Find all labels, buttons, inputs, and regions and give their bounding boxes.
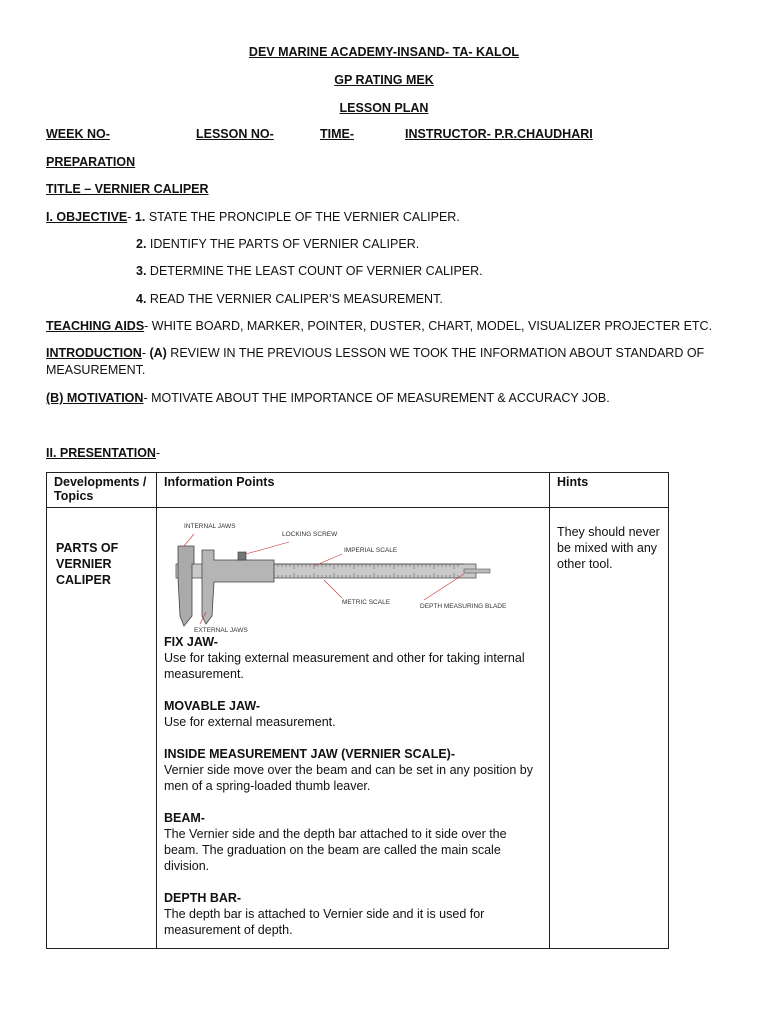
objective-num-2: 2. <box>136 237 147 251</box>
header-info-points: Information Points <box>157 473 550 508</box>
hints-cell <box>550 508 669 949</box>
teaching-aids-label: TEACHING AIDS <box>46 319 145 333</box>
time-field: TIME- <box>320 127 355 141</box>
info-point <box>164 698 542 730</box>
objective-line-1: I. OBJECTIVE- 1. STATE THE PRONCIPLE OF THE VERNIER CALIPER. <box>46 210 460 224</box>
label-locking-screw: LOCKING SCREW <box>282 531 338 538</box>
objective-text-1: STATE THE PRONCIPLE OF THE VERNIER CALIPER. <box>148 210 460 224</box>
doc-type-heading: LESSON PLAN <box>339 101 429 115</box>
objective-num-4: 4. <box>136 292 147 306</box>
presentation-table <box>46 472 669 949</box>
introduction-line: INTRODUCTION- (A) REVIEW IN THE PREVIOUS LESSON WE TOOK THE INFORMATION ABOUT STANDARD OF <box>46 346 705 360</box>
info-point <box>164 810 542 874</box>
objective-num-3: 3. <box>136 264 147 278</box>
teaching-aids-line <box>46 319 712 333</box>
presentation-line <box>46 446 160 460</box>
info-points-list <box>164 634 542 938</box>
depth-blade <box>464 569 490 573</box>
objective-line-3 <box>136 264 483 278</box>
teaching-aids-text: - WHITE BOARD, MARKER, POINTER, DUSTER, CHART, MODEL, VISUALIZER PROJECTER ETC. <box>144 319 713 333</box>
presentation-suffix: - <box>155 446 161 460</box>
fixed-jaw <box>178 546 194 626</box>
info-point-text: The Vernier side and the depth bar attached to it side over the beam. The graduation on the beam are called the main scale division. <box>164 827 507 873</box>
label-depth-blade: DEPTH MEASURING BLADE <box>420 603 507 610</box>
info-point-title: FIX JAW- <box>164 635 218 649</box>
introduction-continuation: MEASUREMENT. <box>46 363 146 377</box>
label-external-jaws: EXTERNAL JAWS <box>194 627 248 634</box>
objective-line-2 <box>136 237 419 251</box>
locking-screw <box>238 552 246 560</box>
introduction-marker: (A) <box>149 346 167 360</box>
motivation-text: - MOTIVATE ABOUT THE IMPORTANCE OF MEASUREMENT & ACCURACY JOB. <box>143 391 610 405</box>
label-imperial-scale: IMPERIAL SCALE <box>344 547 398 554</box>
lesson-no: LESSON NO- <box>196 127 274 141</box>
week-no: WEEK NO- <box>46 127 110 141</box>
info-point-text: The depth bar is attached to Vernier side and it is used for measurement of depth. <box>164 907 485 937</box>
objective-num-1: 1. <box>134 210 146 224</box>
instructor-field: INSTRUCTOR- P.R.CHAUDHARI <box>405 127 593 141</box>
info-point-text: Vernier side move over the beam and can be set in any position by men of a spring-loaded thumb leaver. <box>164 763 533 793</box>
introduction-text: REVIEW IN THE PREVIOUS LESSON WE TOOK THE INFORMATION ABOUT STANDARD OF <box>166 346 705 360</box>
topic-text: PARTS OF VERNIER CALIPER <box>56 541 119 587</box>
info-point <box>164 890 542 938</box>
academy-heading: DEV MARINE ACADEMY-INSAND- TA- KALOL <box>248 45 520 59</box>
info-point-title: DEPTH BAR- <box>164 891 242 905</box>
presentation-label: II. PRESENTATION <box>46 446 156 460</box>
objective-text-2: IDENTIFY THE PARTS OF VERNIER CALIPER. <box>149 237 420 251</box>
table-header-row <box>47 473 669 508</box>
label-metric-scale: METRIC SCALE <box>342 599 391 606</box>
label-internal-jaws: INTERNAL JAWS <box>184 523 236 530</box>
hint-text: They should never be mixed with any other tool. <box>557 525 660 571</box>
header-hints: Hints <box>550 473 669 508</box>
header-topics: Developments / Topics <box>47 473 157 508</box>
topic-cell <box>47 508 157 949</box>
table-row <box>47 508 669 949</box>
info-point <box>164 634 542 682</box>
objective-line-4 <box>136 292 443 306</box>
info-point-title: BEAM- <box>164 811 205 825</box>
info-point-text: Use for taking external measurement and other for taking internal measurement. <box>164 651 525 681</box>
info-point-title: MOVABLE JAW- <box>164 699 261 713</box>
preparation-heading: PREPARATION <box>46 155 136 169</box>
motivation-label: (B) MOTIVATION <box>46 391 144 405</box>
objective-text-3: DETERMINE THE LEAST COUNT OF VERNIER CALIPER. <box>149 264 483 278</box>
movable-jaw <box>202 550 274 624</box>
objective-text-4: READ THE VERNIER CALIPER’S MEASUREMENT. <box>149 292 443 306</box>
motivation-line <box>46 391 610 405</box>
objective-label: I. OBJECTIVE <box>46 210 128 224</box>
course-heading: GP RATING MEK <box>334 73 434 87</box>
info-points-cell <box>157 508 550 949</box>
info-point-title: INSIDE MEASUREMENT JAW (VERNIER SCALE)- <box>164 747 455 761</box>
introduction-label: INTRODUCTION <box>46 346 142 360</box>
info-point-text: Use for external measurement. <box>164 715 336 729</box>
lesson-title: TITLE – VERNIER CALIPER <box>46 182 209 196</box>
info-point <box>164 746 542 794</box>
vernier-caliper-diagram <box>164 516 507 634</box>
